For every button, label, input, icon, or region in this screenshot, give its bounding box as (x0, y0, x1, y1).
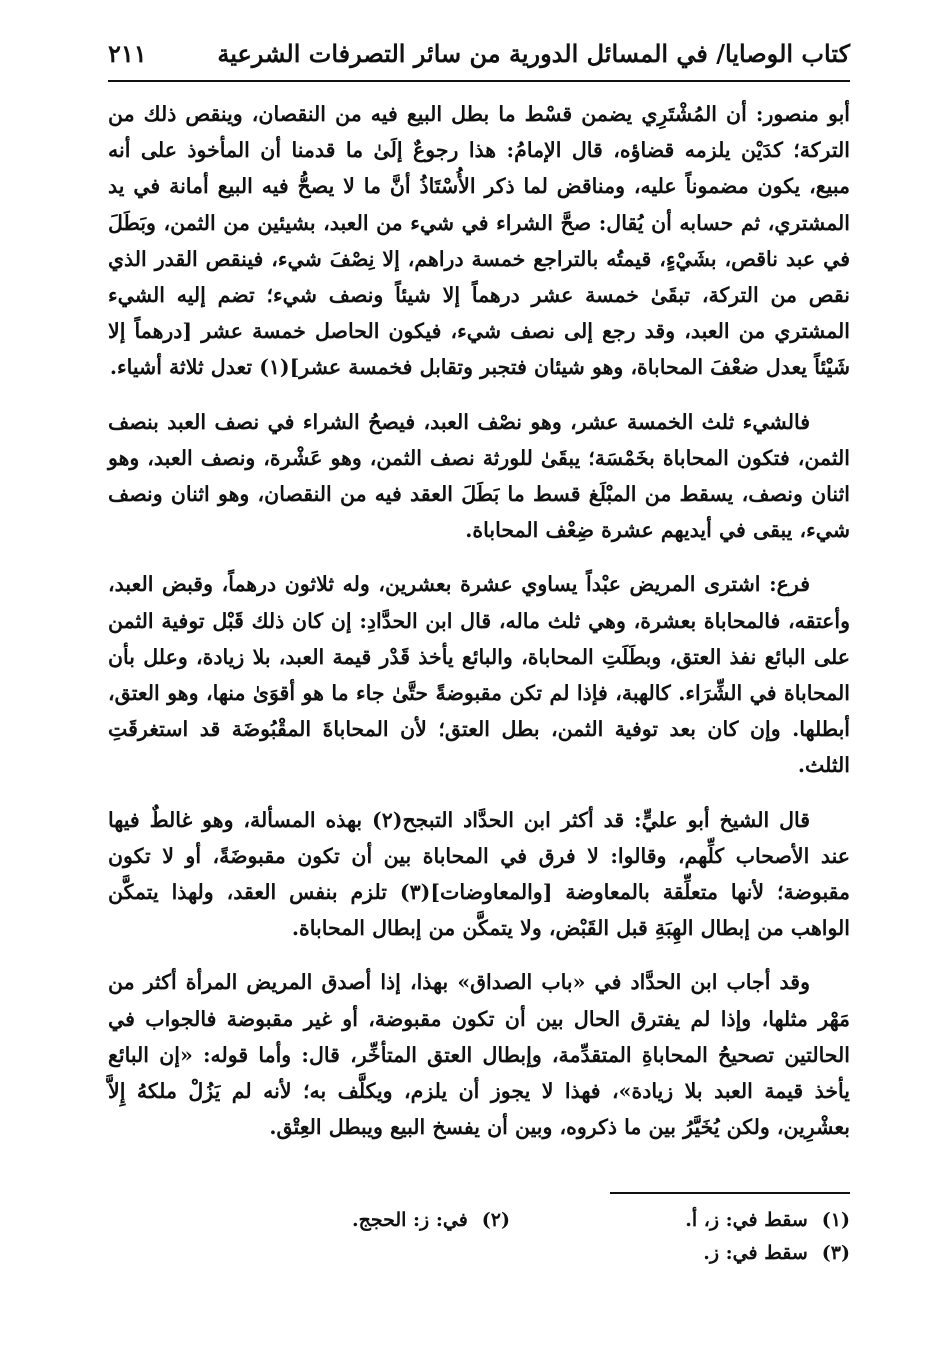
paragraph: وقد أجاب ابن الحدَّاد في «باب الصداق» بهذا، إذا أصدق المريض المرأة أكثر من مَهْر مثلها، وإذا لم يفترق الحال بين أن تكون مقبوضة، أو غير مقبوضة فالجواب في الحالتين تصحيحُ المحاباةِ المتقدِّمة، وإبطال العتق المتأخِّر، قال: وأما قوله: «إن البائع يأخذ قيمة العبد بلا زيادة»، فهذا لا يجوز أن يلزم، ويكلَّف به؛ لأنه لم يَزُلْ ملكهُ إِلاَّ بعشْرِين، ولكن يُخَيَّرُ بين ما ذكروه، وبين أن يفسخ البيع ويبطل العِتْق. (108, 970, 850, 1140)
header-divider (108, 80, 850, 82)
footnote-text: سقط في: ز. (703, 1242, 808, 1264)
running-header (108, 30, 850, 76)
footnote-number: (٢) (481, 1209, 510, 1231)
paragraph: قال الشيخ أبو عليٍّ: قد أكثر ابن الحدَّاد التبجح(٢) بهذه المسألة، وهو غالطٌ فيها عند الأصحاب كلِّهم، وقالوا: لا فرق في المحاباة بين أن تكون مقبوضَةً، أو لا تكون مقبوضة؛ لأنها متعلِّقة بالمعاوضة [والمعاوضات](٣) تلزم بنفس العقد، ولهذا يتمكَّن الواهب من إبطال الهِبَةِ قبل القَبْض، ولا يتمكَّن من إبطال المحاباة. (108, 807, 850, 941)
paragraph: فالشيء ثلث الخمسة عشر، وهو نصْف العبد، فيصحُ الشراء في نصف العبد بنصف الثمن، فتكون المحاباة بخَمْسَة؛ يبقَىٰ للورثة نصف الثمن، وهو عَشْرة، ونصف العبد، وهو اثنان ونصف، يسقط من المبْلَغ قسط ما بَطَلَ العقد فيه من النقصان، وهو اثنان ونصف شيء، يبقى في أيديهم عشرة ضِعْف المحاباة. (108, 409, 850, 543)
footnotes (108, 1204, 850, 1270)
footnote-text: سقط في: ز، أ. (685, 1209, 808, 1231)
paragraph: أبو منصور: أن المُشْتَرِي يضمن قسْط ما بطل البيع فيه من النقصان، وينقص ذلك من التركة؛ كدَيْن يلزمه قضاؤه، قال الإمامُ: هذا رجوعٌ إلَىٰ ما قدمنا أن المأخوذ على أنه مبيع، يكون مضموناً عليه، ومناقض لما ذكر الأُسْتَاذُ أنَّ ما لا يصحُّ فيه البيع أمانة في يد المشتري، ثم حسابه أن يُقال: صحَّ الشراء في شيء من العبد، بشيئين من الثمن، وبَطَلَ في عبد ناقص، بشَيْءٍ، قيمتُه بالتراجع خمسة دراهم، إلا نِصْفَ شيء، فينقص القدر الذي نقص من التركة، تبقَىٰ خمسة عشر درهماً إلا شيئاً ونصف شيء؛ تضم إليه الشيء المشتري من العبد، وقد رجع إلى نصف شيء، فيكون الحاصل خمسة عشر [درهماً إلا شَيْئاً يعدل ضعْفَ المحاباة، وهو شيئان فتجبر وتقابل فخمسة عشر](١) تعدل ثلاثة أشياء. (108, 102, 850, 380)
header-title: كتاب الوصايا/ في المسائل الدورية من سائر التصرفات الشرعية (217, 38, 850, 68)
paragraph: فرع: اشترى المريض عبْداً يساوي عشرة بعشرين، وله ثلاثون درهماً، وقبض العبد، وأعتقه، فالمحاباة بعشرة، وهي ثلث ماله، قال ابن الحدَّادِ: إن كان ذلك قَبْل توفية الثمن على البائع نفذ العتق، وبطَلَتِ المحاباة، والبائع يأخذ قَدْر قيمة العبد، بلا زيادة، وعلل بأن المحاباة في الشِّرَاء. كالهبة، فإذا لم تكن مقبوضةً حتَّىٰ جاء ما هو أقوَىٰ منها، وهو العتق، أبطلها. وإن كان بعد توفية الثمن، بطل العتق؛ لأن المحاباةَ المقْبُوضَة قد استغرقَتِ الثلث. (108, 572, 850, 778)
footnote-number: (١) (821, 1209, 850, 1231)
footnote-text: في: ز: الحجج. (351, 1209, 468, 1231)
footnote-1 (510, 1204, 850, 1237)
footnote-divider (610, 1192, 850, 1194)
footnote-3 (510, 1237, 850, 1270)
main-text (108, 96, 850, 1163)
page-number: ٢١١ (108, 38, 147, 68)
footnote-number: (٣) (821, 1242, 850, 1264)
footnote-2 (170, 1204, 510, 1237)
